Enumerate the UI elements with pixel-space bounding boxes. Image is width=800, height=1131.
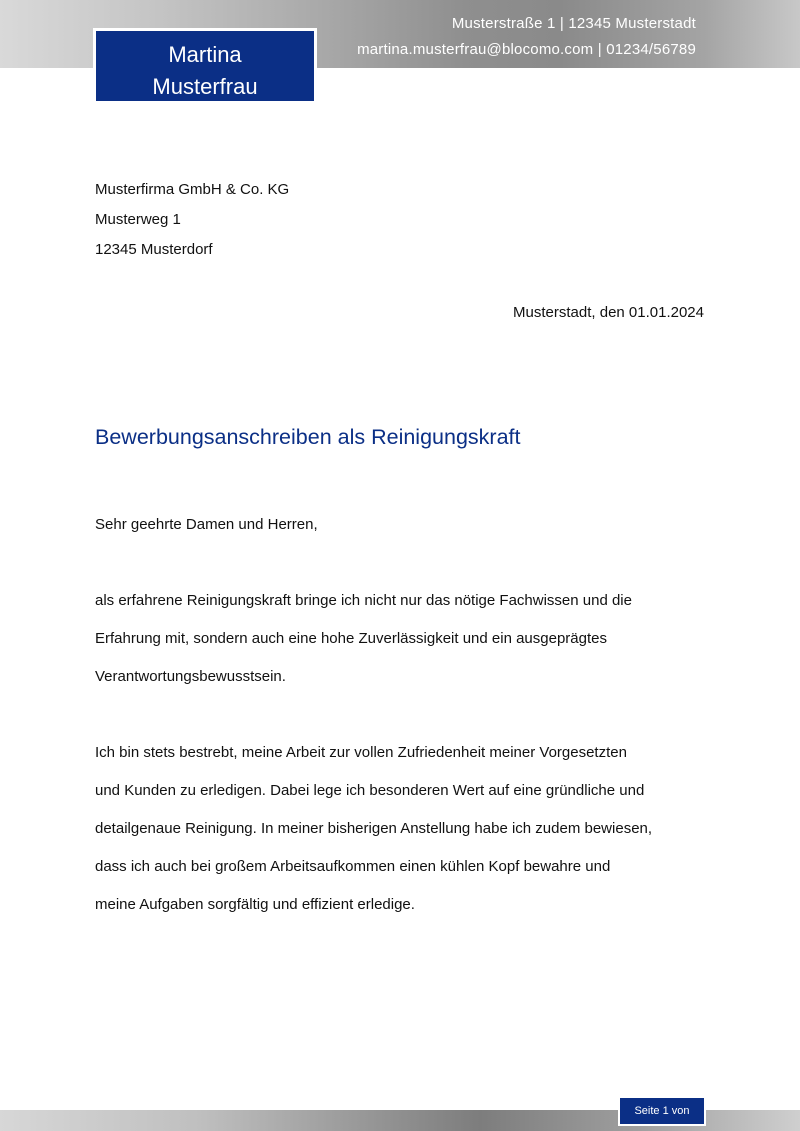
first-name: Martina — [168, 42, 242, 67]
text-line: Verantwortungsbewusstsein. — [95, 668, 286, 685]
page-number-box — [618, 1096, 706, 1126]
letter-date: Musterstadt, den 01.01.2024 — [513, 304, 704, 321]
name-block — [96, 31, 314, 101]
sender-contact: martina.musterfrau@blocomo.com | 01234/56789 — [357, 41, 696, 58]
text-line: dass ich auch bei großem Arbeitsaufkommen einen kühlen Kopf bewahre und — [95, 858, 611, 875]
text-line: und Kunden zu erledigen. Dabei lege ich besonderen Wert auf eine gründliche und — [95, 782, 645, 799]
sender-address: Musterstraße 1 | 12345 Musterstadt — [451, 15, 696, 32]
letter-subject: Bewerbungsanschreiben als Reinigungskraft — [95, 425, 521, 449]
body-paragraph-1 — [95, 582, 715, 696]
last-name: Musterfrau — [152, 74, 258, 99]
contact-info — [357, 11, 696, 63]
body-paragraph-2 — [95, 734, 715, 924]
text-line: meine Aufgaben sorgfältig und effizient erledige. — [95, 896, 415, 913]
recipient-company: Musterfirma GmbH & Co. KG — [95, 181, 290, 198]
text-line: detailgenaue Reinigung. In meiner bisherigen Anstellung habe ich zudem bewiesen, — [95, 820, 653, 837]
recipient-city: 12345 Musterdorf — [95, 241, 213, 258]
name-box — [93, 28, 317, 104]
text-line: als erfahrene Reinigungskraft bringe ich nicht nur das nötige Fachwissen und die — [95, 592, 632, 609]
text-line: Erfahrung mit, sondern auch eine hohe Zuverlässigkeit und ein ausgeprägtes — [95, 630, 607, 647]
recipient-address — [95, 175, 289, 265]
page-number: Seite 1 von — [620, 1098, 704, 1124]
text-line: Ich bin stets bestrebt, meine Arbeit zur vollen Zufriedenheit meiner Vorgesetzten — [95, 744, 627, 761]
salutation: Sehr geehrte Damen und Herren, — [95, 516, 318, 533]
recipient-street: Musterweg 1 — [95, 211, 181, 228]
